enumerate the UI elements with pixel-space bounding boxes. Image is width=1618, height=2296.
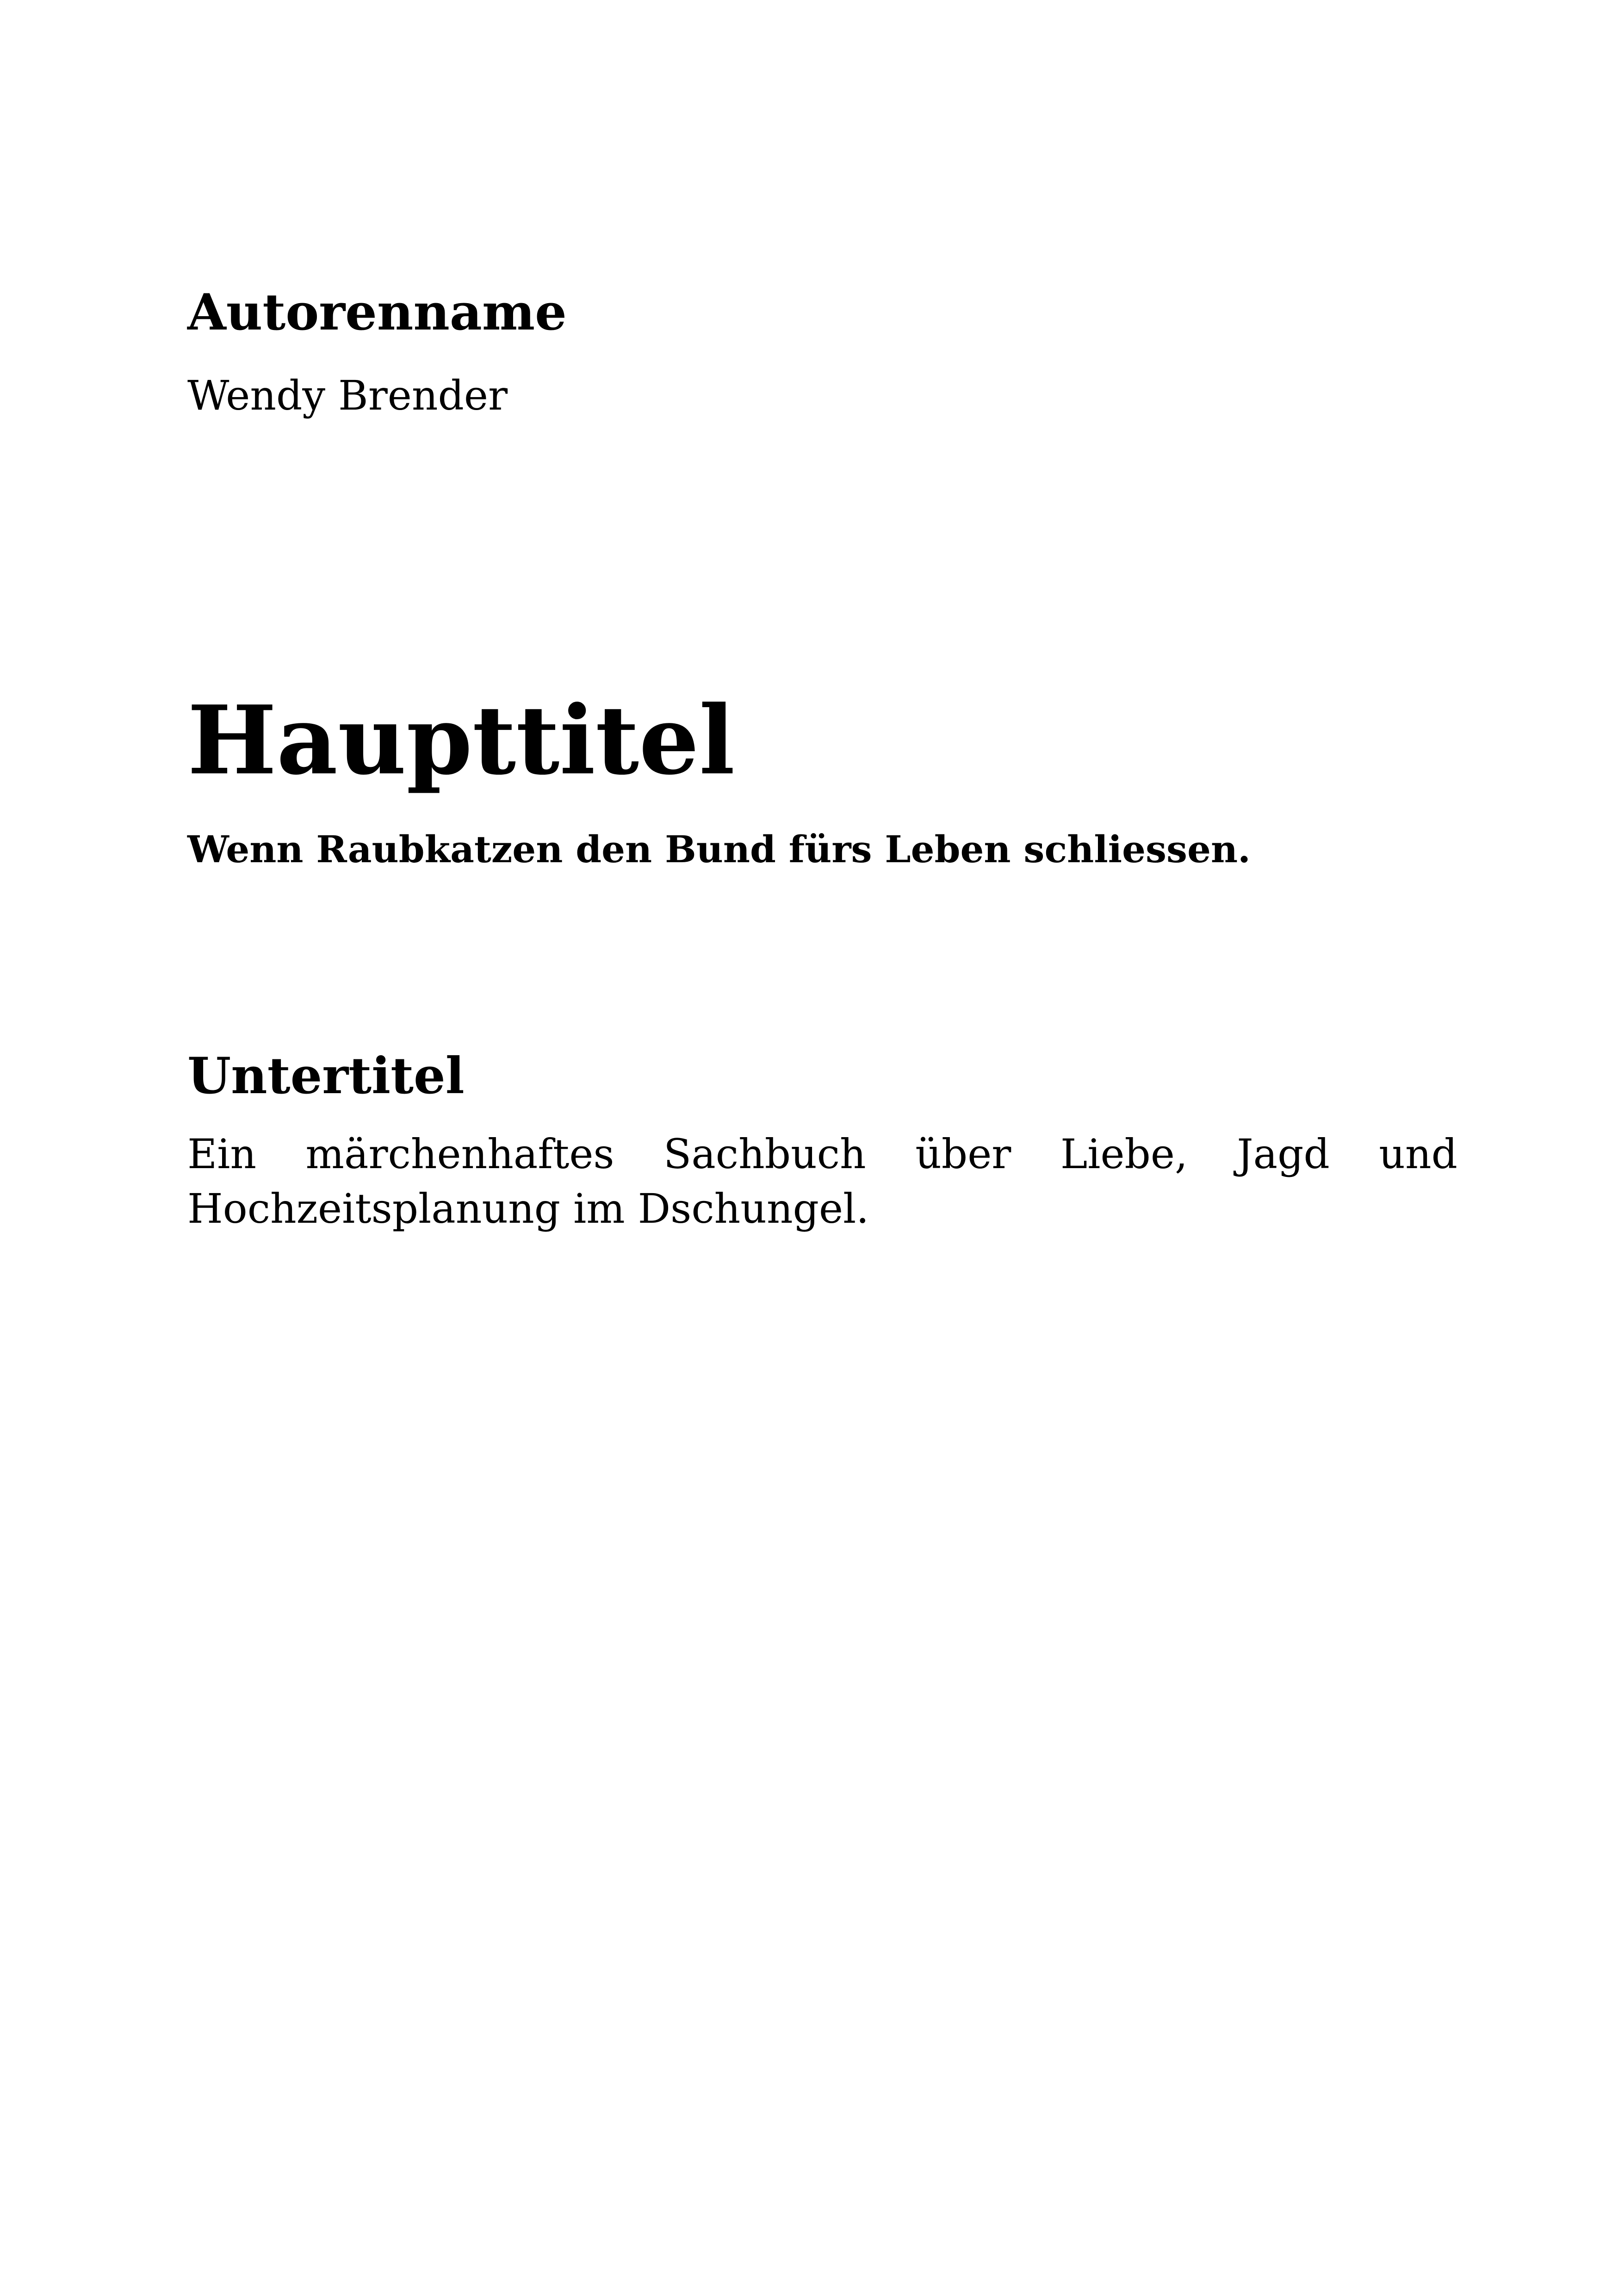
author-name: Wendy Brender	[187, 372, 508, 419]
main-title-text: Wenn Raubkatzen den Bund fürs Leben schliessen.	[187, 828, 1251, 871]
subtitle-text: Ein märchenhaftes Sachbuch über Liebe, Jagd und Hochzeitsplanung im Dschungel.	[187, 1130, 1457, 1232]
author-heading: Autorenname	[187, 283, 567, 342]
subtitle-heading: Untertitel	[187, 1047, 465, 1105]
main-title-heading: Haupttitel	[187, 685, 735, 796]
